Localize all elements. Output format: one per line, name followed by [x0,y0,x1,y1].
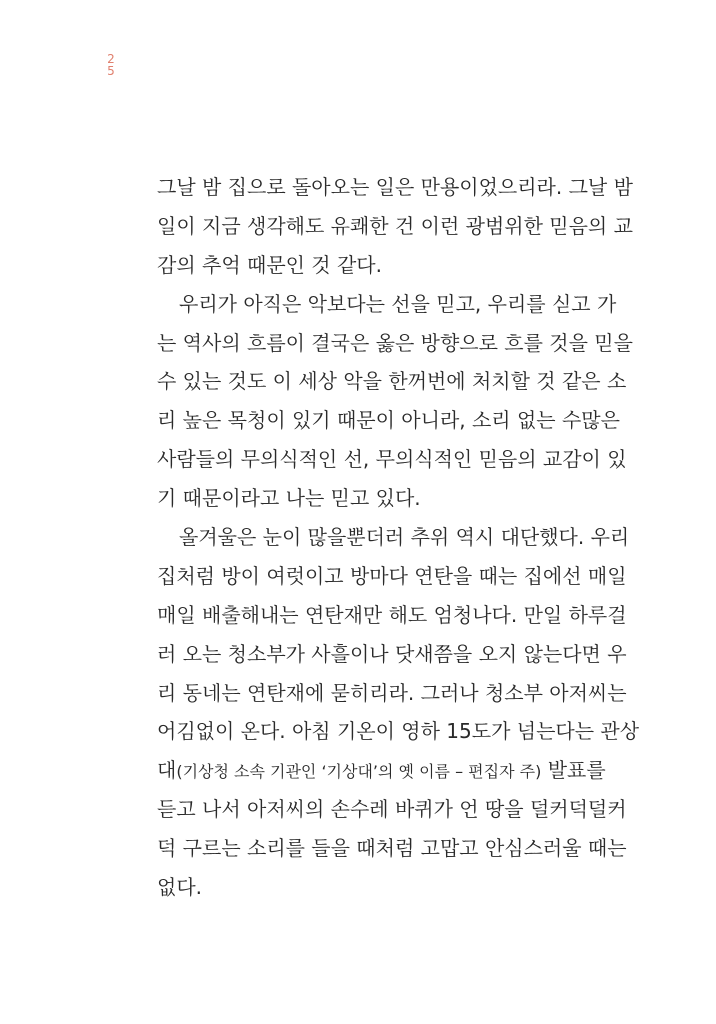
text-line: 우리가 아직은 악보다는 선을 믿고, 우리를 싣고 가 [179,291,617,316]
paragraph-1 [157,168,633,285]
text-line-with-editor-note [157,751,605,790]
text-line: 매일 배출해내는 연탄재만 해도 엄청나다. 만일 하루걸 [157,602,627,627]
text-line: 듣고 나서 아저씨의 손수레 바퀴가 언 땅을 덜커덕덜커 [157,797,627,822]
page-number [106,53,116,77]
text-fragment: 대 [157,758,177,783]
text-line: 리 높은 목청이 있기 때문이 아니라, 소리 없는 수많은 [157,408,620,433]
text-line: 감의 추억 때문인 것 같다. [157,252,382,277]
text-line: 수 있는 것도 이 세상 악을 한꺼번에 처치할 것 같은 소 [157,369,627,394]
page-number-digit: 5 [107,64,115,78]
text-line: 집처럼 방이 여럿이고 방마다 연탄을 때는 집에선 매일 [157,563,627,588]
editor-note: (기상청 소속 기관인 ‘기상대’의 옛 이름 – 편집자 주) [176,762,542,782]
text-line: 기 때문이라고 나는 믿고 있다. [157,486,421,511]
text-line: 일이 지금 생각해도 유쾌한 건 이런 광범위한 믿음의 교 [157,213,633,238]
text-line: 덕 구르는 소리를 들을 때처럼 고맙고 안심스러울 때는 [157,836,627,861]
text-line: 어김없이 온다. 아침 기온이 영하 15도가 넘는다는 관상 [157,719,640,744]
text-line: 러 오는 청소부가 사흘이나 닷새쯤을 오지 않는다면 우 [157,641,627,666]
text-line: 없다. [157,875,202,900]
text-line: 는 역사의 흐름이 결국은 옳은 방향으로 흐를 것을 믿을 [157,330,633,355]
paragraph-3 [157,518,640,907]
text-line: 사람들의 무의식적인 선, 무의식적인 믿음의 교감이 있 [157,447,627,472]
text-line: 리 동네는 연탄재에 묻히리라. 그러나 청소부 아저씨는 [157,680,627,705]
text-line: 올겨울은 눈이 많을뿐더러 추위 역시 대단했다. 우리 [179,525,630,550]
text-line: 그날 밤 집으로 돌아오는 일은 만용이었으리라. 그날 밤 [157,175,633,199]
text-fragment: 발표를 [541,758,606,783]
body-text [157,168,640,907]
paragraph-2 [157,285,633,518]
page-number-digit: 2 [107,52,115,66]
